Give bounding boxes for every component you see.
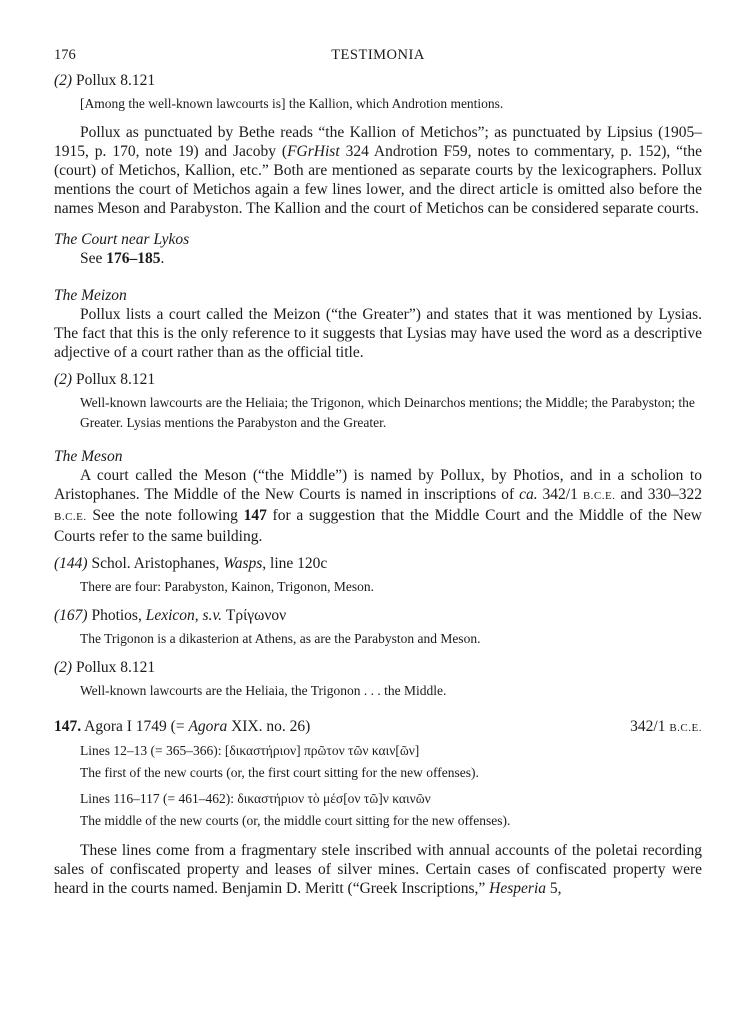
source-citation xyxy=(54,554,702,573)
commentary-paragraph xyxy=(54,841,702,898)
era-label: B.C.E. xyxy=(54,511,87,523)
entry-heading xyxy=(54,717,702,737)
section-heading: The Meson xyxy=(54,448,123,465)
translation: Well-known lawcourts are the Heliaia; the Trigonon, which Deinarchos mentions; the Middle; the Parabyston; the Greater. Lysias mentions the Parabyston and the Greater. xyxy=(80,395,695,430)
italic-title: Agora xyxy=(188,718,228,735)
punctuation: . xyxy=(160,250,165,267)
reference-link[interactable]: 147 xyxy=(243,507,267,524)
translation: The first of the new courts (or, the first court sitting for the new offenses). xyxy=(80,765,479,780)
italic-title: Hesperia xyxy=(489,880,546,897)
paragraph-text: Pollux as punctuated by Bethe reads “the Kallion of Metichos”; as punctuated by Lipsius (1905–1915, p. 170, note 19) and Jacoby ( xyxy=(54,124,702,160)
translation: [Among the well-known lawcourts is] the Kallion, which Androtion mentions. xyxy=(80,96,504,111)
italic-abbrev: ca. xyxy=(519,486,538,503)
commentary-paragraph: Pollux lists a court called the Meizon (“the Greater”) and states that it was mentioned by Lysias. The fact that this is the only reference to it suggests that Lysias may have used the word as a descriptive adjective of a court rather than as the official title. xyxy=(54,306,702,361)
source-text: Pollux 8.121 xyxy=(75,659,156,676)
source-text: , line 120c xyxy=(262,555,328,572)
source-number: (2) xyxy=(54,371,73,388)
section-heading: The Court near Lykos xyxy=(54,231,190,248)
inscription-lines: Lines 116–117 (= 461–462): δικαστήριον τὸ μέσ[ον τῶ]ν καινῶν xyxy=(80,791,431,806)
source-number: (2) xyxy=(54,659,73,676)
translation: The Trigonon is a dikasterion at Athens, as are the Parabyston and Meson. xyxy=(80,631,481,646)
source-citation xyxy=(54,658,702,677)
translation: The middle of the new courts (or, the middle court sitting for the new offenses). xyxy=(80,813,511,828)
see-label: See xyxy=(80,250,107,267)
source-text: Photios, xyxy=(91,607,146,624)
source-text: Pollux 8.121 xyxy=(75,72,156,89)
paragraph-text: and 330–322 xyxy=(615,486,702,503)
paragraph-text: 342/1 xyxy=(537,486,583,503)
source-text: Schol. Aristophanes, xyxy=(91,555,224,572)
italic-title: FGrHist xyxy=(287,143,340,160)
entry-text: Agora I 1749 (= xyxy=(81,718,189,735)
entry-text: XIX. no. 26) xyxy=(227,718,311,735)
paragraph-text: A court called the Meson (“the Middle”) is named by Pollux, by Photios, and in a scholion to Aristophanes. The Middle of the New Courts is named in inscriptions of xyxy=(54,467,702,503)
source-text: Τρίγωνον xyxy=(222,607,287,624)
era-label: B.C.E. xyxy=(582,490,616,502)
source-number: (167) xyxy=(54,607,88,624)
paragraph-text: for a suggestion that the Middle Court and the Middle of the New Courts refer to the same building. xyxy=(54,507,702,545)
source-citation xyxy=(54,370,702,389)
cross-reference xyxy=(54,249,702,268)
entry-date xyxy=(630,717,702,738)
entry-number: 147. xyxy=(54,718,82,735)
page-header xyxy=(54,47,702,69)
source-number: (144) xyxy=(54,555,88,572)
era-label: B.C.E. xyxy=(669,722,702,734)
source-number: (2) xyxy=(54,72,73,89)
translation: There are four: Parabyston, Kainon, Trigonon, Meson. xyxy=(80,579,374,594)
paragraph-text: 5, xyxy=(546,880,562,897)
running-title: TESTIMONIA xyxy=(331,47,425,63)
commentary-paragraph xyxy=(54,466,702,546)
page-number: 176 xyxy=(54,47,76,63)
page xyxy=(54,47,702,898)
translation: Well-known lawcourts are the Heliaia, the Trigonon . . . the Middle. xyxy=(80,683,447,698)
italic-title: Wasps xyxy=(223,555,263,572)
source-citation xyxy=(54,71,702,90)
italic-title: Lexicon, s.v. xyxy=(145,607,223,624)
source-citation xyxy=(54,606,702,625)
inscription-lines: Lines 12–13 (= 365–366): [δικαστήριον] πρῶτον τῶν καιν[ῶν] xyxy=(80,743,420,758)
section-heading: The Meizon xyxy=(54,287,127,304)
reference-link[interactable]: 176–185 xyxy=(106,250,161,267)
commentary-paragraph xyxy=(54,123,702,218)
date-value: 342/1 xyxy=(630,718,670,735)
paragraph-text: See the note following xyxy=(86,507,244,524)
source-text: Pollux 8.121 xyxy=(75,371,156,388)
paragraph-text: 324 Androtion F59, notes to commentary, p. 152), “the (court) of Metichos, Kallion, etc.” Both are mentioned as separate courts by the lexicographers. Pollux mentions the court of Metichos again a few lines lower, and the direct article is omitted also before the names Meson and Parabyston. The Kallion and the court of Metichos can be considered separate courts. xyxy=(54,143,702,217)
paragraph-text: These lines come from a fragmentary stele inscribed with annual accounts of the poletai recording sales of confiscated property and leases of silver mines. Certain cases of confiscated property were heard in the courts named. Benjamin D. Meritt (“Greek Inscriptions,” xyxy=(54,842,702,897)
